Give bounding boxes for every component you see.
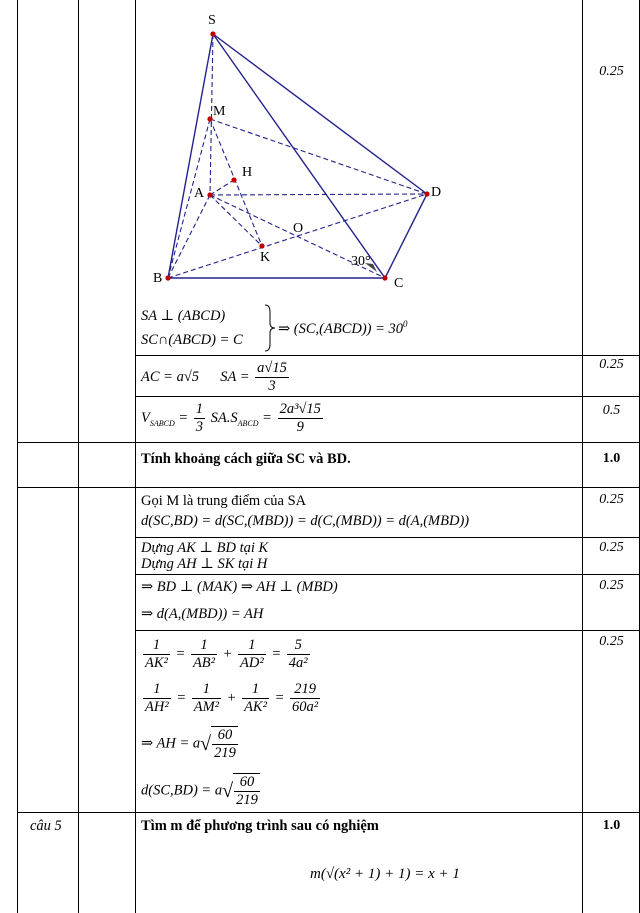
equation-m: m(√(x² + 1) + 1) = x + 1 [310, 866, 460, 882]
label-a: A [194, 186, 205, 201]
score: 0.25 [599, 357, 624, 372]
col-border-left [17, 0, 18, 913]
result-ah: ⇒ AH = a√ $\frac{60}{219}$ [141, 726, 240, 762]
ac-equation: AC = a√5 SA = $\frac{a√15}{3}$ [141, 360, 287, 394]
line-sa-perp: SA ⊥ (ABCD) [141, 308, 226, 324]
score: 0.25 [599, 492, 624, 507]
row-border [135, 537, 640, 538]
score: 0.25 [599, 578, 624, 593]
brace [264, 304, 276, 352]
question-number: câu 5 [30, 818, 62, 834]
row-border [135, 396, 640, 397]
volume-equation: $V_{SABCD}$ = $\frac{1}{3}$ $SA.S_{ABCD}$ = $\frac{\text{2a³√15}}{9}$ [141, 401, 321, 435]
line-sc-cap: SC∩(ABCD) = C [141, 332, 243, 348]
row-border [135, 574, 640, 575]
result-distance: d(SC,BD) = a√ $\frac{60}{219}$ [141, 773, 262, 809]
implication-d: ⇒ d(A,(MBD)) = AH [141, 606, 264, 622]
label-m: M [213, 104, 226, 119]
equation-ak: $\frac{1}{\text{AK²}}$ = $\frac{1}{\text{AB²}}$ + $\frac{1}{\text{AD²}}$ = $\frac{5}{\text{4a²}}$ [145, 637, 308, 671]
task-distance: Tính khoảng cách giữa SC và BD. [141, 451, 351, 467]
row-border [17, 442, 640, 443]
row-border [17, 812, 640, 813]
label-c: C [394, 276, 404, 291]
label-h: H [242, 165, 253, 180]
build-ak: Dựng AK ⊥ BD tại K [141, 540, 269, 556]
distance-chain: d(SC,BD) = d(SC,(MBD)) = d(C,(MBD)) = d(A,(MBD)) [141, 513, 470, 529]
angle-label: 30° [351, 254, 371, 269]
label-o: O [293, 221, 304, 236]
row-border [135, 630, 640, 631]
col-border-1 [78, 0, 79, 913]
score: 0.5 [602, 403, 621, 418]
row-border [17, 487, 640, 488]
midpoint-statement: Gọi M là trung điểm của SA [141, 493, 307, 509]
score: 0.25 [599, 540, 624, 555]
score: 0.25 [599, 634, 624, 649]
score: 0.25 [599, 64, 624, 79]
line-angle: ⇒ (SC,(ABCD)) = $30^0$ [278, 319, 408, 337]
label-k: K [260, 250, 271, 265]
build-ah: Dựng AH ⊥ SK tại H [141, 556, 268, 572]
pyramid-figure [140, 8, 440, 298]
score: 1.0 [602, 818, 621, 833]
task-m: Tìm m để phương trình sau có nghiệm [141, 818, 379, 834]
implication-bd: ⇒ BD ⊥ (MAK) ⇒ AH ⊥ (MBD) [141, 579, 338, 595]
label-d: D [431, 185, 442, 200]
label-s: S [208, 13, 216, 28]
col-border-2 [135, 0, 136, 913]
label-b: B [153, 271, 163, 286]
score: 1.0 [602, 451, 621, 466]
equation-ah: $\frac{1}{\text{AH²}}$ = $\frac{1}{\text{AM²}}$ + $\frac{1}{\text{AK²}}$ = $\frac{219}{\text{60a²}}$ [145, 681, 319, 715]
row-border [135, 355, 640, 356]
